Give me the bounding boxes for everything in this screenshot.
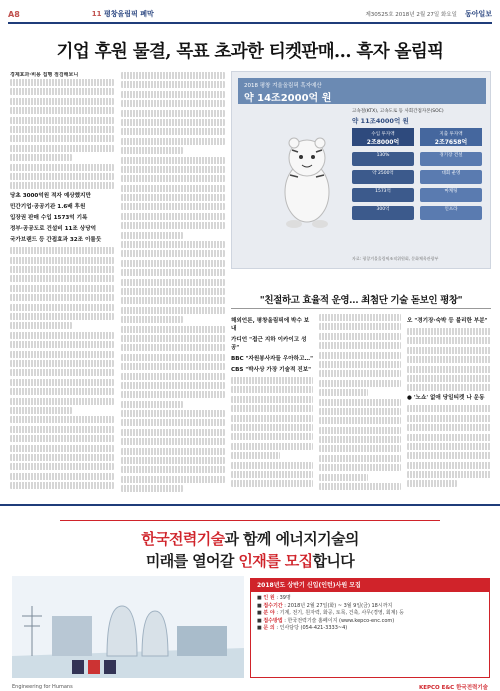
banner-line-1: 2018 평창 겨울올림픽 흑자예산 (244, 83, 322, 89)
income-pill-3: 1573억 (352, 188, 414, 202)
body-text-line (121, 485, 183, 492)
body-text-line (319, 483, 401, 490)
page-number: A8 (8, 9, 20, 19)
body-text-line (121, 307, 225, 314)
body-text-line (231, 480, 313, 487)
body-text-line (231, 415, 313, 422)
sub-article-subhead-1: 해외언론, 평창올림픽에 박수 보내 (231, 318, 310, 332)
detail-label: 접수방법 (263, 617, 283, 624)
body-text-line (10, 285, 114, 292)
body-text-line (319, 333, 401, 340)
body-text-line (121, 166, 225, 173)
page-header (8, 6, 492, 24)
body-text-line (121, 91, 225, 98)
body-text-line (407, 434, 491, 441)
soc-caption: 고속철(KTX), 고속도로 등 사회간접자본(SOC) (352, 109, 444, 114)
body-text-line (121, 194, 225, 201)
body-text-line (121, 419, 225, 426)
body-text-line (10, 473, 114, 480)
article-column-3 (231, 314, 313, 496)
ad-title-2-end: 합니다 (312, 552, 355, 570)
body-text-line (10, 369, 114, 376)
body-text-line (10, 416, 114, 423)
body-text-line (121, 354, 225, 361)
body-text-line (121, 457, 225, 464)
body-text-line (10, 407, 72, 414)
body-text-line (10, 126, 114, 133)
detail-label: 분 야 (263, 610, 275, 616)
detail-value: 39명 (279, 595, 291, 601)
body-text-line (10, 135, 114, 142)
detail-value: 2018년 2월 27일(화) ~ 3월 9일(금) 18시까지 (287, 602, 393, 609)
body-text-line (121, 448, 225, 455)
body-text-line (10, 454, 114, 461)
body-text-line (10, 322, 72, 329)
recruitment-details-box (250, 578, 490, 678)
body-text-line (121, 382, 225, 389)
body-text-line (10, 482, 114, 489)
soc-value: 약 11조4000억 원 (352, 117, 409, 125)
body-text-line (121, 241, 225, 248)
body-text-line (10, 107, 114, 114)
ad-company-logo: KEPCO E&C 한국전력기술 (418, 685, 488, 691)
body-text-line (231, 452, 280, 459)
article-column-4 (319, 314, 401, 496)
body-text-line (231, 386, 313, 393)
body-text-line (121, 119, 225, 126)
body-text-line (121, 222, 225, 229)
body-text-line (407, 375, 491, 382)
body-text-line (10, 294, 114, 301)
detail-value: 인사담당 (054-421-3333~4) (279, 625, 348, 631)
ad-slogan: Engineering for Humans (12, 684, 73, 690)
budget-infographic (231, 71, 491, 269)
detail-row: ■ 분 야 : 기계, 전기, 원자력, 화공, 토목, 건축, 사무(경영, 회계) 등 (257, 610, 404, 616)
power-plant-illustration (12, 576, 244, 678)
body-text-line (319, 455, 401, 462)
body-text-line (121, 213, 225, 220)
body-text-line (407, 347, 491, 354)
body-text-line (10, 145, 114, 152)
body-text-line (121, 476, 225, 483)
body-text-line (407, 356, 491, 363)
body-text-line (407, 424, 491, 431)
page-headline: 기업 후원 물결, 목표 초과한 티켓판매… 흑자 올림픽 (56, 42, 444, 62)
body-text-line (10, 88, 114, 95)
body-text-line (121, 288, 225, 295)
body-text-line (121, 81, 225, 88)
detail-label: 문 의 (263, 625, 275, 631)
body-text-line (121, 401, 183, 408)
body-text-line (10, 313, 114, 320)
article-subhead-4: 정부·공공도로 건설비 11조 상당억 (10, 226, 96, 233)
ad-title-2-start: 미래를 열어갈 (145, 552, 239, 570)
body-text-line (407, 328, 491, 335)
body-text-line (10, 173, 114, 180)
expense-value: 2조7658억 (434, 139, 468, 146)
infographic-breakdown (352, 108, 490, 268)
detail-row: ■ 문 의 : 인사담당 (054-421-3333~4) (257, 625, 348, 631)
body-text-line (10, 164, 114, 171)
body-text-line (10, 398, 114, 405)
body-text-line (10, 79, 114, 86)
body-text-line (121, 466, 225, 473)
expense-item-4: 인프라 (420, 206, 482, 220)
body-text-line (10, 266, 114, 273)
body-text-line (231, 433, 313, 440)
article-column-2 (121, 72, 225, 496)
body-text-line (319, 436, 401, 443)
body-text-line (10, 426, 114, 433)
detail-label: 접수기간 (263, 602, 283, 609)
detail-row: ■ 접수기간 : 2018년 2월 27일(화) ~ 3월 9일(금) 18시까지 (257, 602, 393, 609)
body-text-line (407, 384, 491, 391)
article-column-1 (10, 72, 114, 496)
sub-article-subhead-3: BBC "자원봉사자들 우아하고…" (231, 356, 313, 362)
sub-article-subhead-4: CBS "박사상 가장 기술적 진보" (231, 367, 312, 373)
issue-meta: 제30525호 2018년 2월 27일 화요일 (365, 12, 457, 18)
body-text-line (121, 138, 225, 145)
body-text-line (10, 275, 114, 282)
body-text-line (121, 250, 225, 257)
body-text-line (121, 110, 225, 117)
article-byline: 경제효과·비용 집행 점검해보니 (10, 72, 79, 78)
body-text-line (121, 363, 225, 370)
infographic-banner (238, 78, 486, 104)
body-text-line (10, 154, 72, 161)
income-pill-4: 300억 (352, 206, 414, 220)
side-subhead-2: ● '노쇼' 없애 당일티켓 나 운동 (407, 395, 485, 402)
body-text-line (319, 352, 401, 359)
body-text-line (10, 341, 114, 348)
body-text-line (407, 443, 491, 450)
paper-logo: 동아일보 (464, 10, 492, 18)
body-text-line (121, 147, 183, 154)
section-prefix: 11 (91, 10, 102, 18)
body-text-line (121, 316, 183, 323)
body-text-line (319, 342, 401, 349)
ad-title-line-2 (0, 550, 500, 571)
body-text-line (121, 279, 225, 286)
body-text-line (121, 373, 225, 380)
body-text-line (121, 185, 225, 192)
body-text-line (319, 314, 401, 321)
detail-value: 기계, 전기, 원자력, 화공, 토목, 건축, 사무(경영, 회계) 등 (279, 610, 404, 616)
body-text-line (10, 435, 114, 442)
body-text-line (121, 410, 225, 417)
section-title (92, 9, 154, 19)
body-text-line (121, 326, 225, 333)
body-text-line (231, 396, 313, 403)
body-text-line (121, 203, 225, 210)
expense-label: 지출 투자액 (439, 132, 463, 137)
body-text-line (407, 405, 491, 412)
body-text-line (319, 370, 401, 377)
ad-title-1-rest: 과 함께 에너지기술의 (224, 530, 359, 548)
body-text-line (10, 360, 114, 367)
body-text-line (319, 417, 401, 424)
sub-article-headline: "친절하고 효율적 운영… 최첨단 기술 돋보인 평창" (259, 295, 463, 306)
body-text-line (121, 344, 225, 351)
body-text-line (407, 337, 491, 344)
body-text-line (121, 260, 225, 267)
body-text-line (231, 462, 313, 469)
article-column-5 (407, 314, 491, 496)
ad-company-name: 한국전력기술 (141, 530, 225, 548)
sub-article-subhead-2: 가디언 "접근 지하 이카이고 성공" (231, 337, 307, 351)
body-text-line (121, 391, 225, 398)
body-text-line (319, 464, 401, 471)
body-text-line (121, 438, 225, 445)
body-text-line (10, 117, 114, 124)
body-text-line (10, 379, 114, 386)
side-subhead-1: 오 "경기장·숙박 등 불리한 부분" (407, 318, 488, 324)
body-text-line (231, 424, 313, 431)
income-pill-1: 130% (352, 152, 414, 166)
detail-row: ■ 접수방법 : 한국전력기술 홈페이지 (www.kepco-enc.com) (257, 617, 395, 624)
body-text-line (407, 415, 491, 422)
body-text-line (10, 304, 114, 311)
body-text-line (319, 408, 401, 415)
article-subhead-3: 입장권 판매 수입 1573억 기록 (10, 215, 88, 222)
body-text-line (319, 474, 368, 481)
body-text-line (407, 462, 491, 469)
expense-item-2: 대회 운영 (420, 170, 482, 184)
body-text-line (121, 232, 183, 239)
ad-divider (60, 520, 440, 521)
ad-title-line-1 (0, 528, 500, 549)
body-text-line (10, 332, 114, 339)
body-text-line (121, 72, 225, 79)
body-text-line (407, 452, 491, 459)
ad-footer (0, 682, 500, 691)
article-subhead-2: 민간기업·공공기관 1.6배 후원 (10, 204, 86, 211)
body-text-line (10, 98, 114, 105)
body-text-line (121, 429, 225, 436)
detail-value[interactable]: 한국전력기술 홈페이지 (www.kepco-enc.com) (287, 617, 395, 624)
body-text-line (231, 405, 313, 412)
body-text-line (121, 128, 225, 135)
body-text-line (10, 351, 114, 358)
body-text-line (10, 257, 114, 264)
income-label: 수입 투자액 (371, 132, 395, 137)
body-text-line (121, 175, 225, 182)
body-text-line (10, 388, 114, 395)
income-box (352, 128, 414, 146)
body-text-line (121, 335, 225, 342)
body-text-line (121, 269, 225, 276)
expense-item-3: 마케팅 (420, 188, 482, 202)
body-text-line (319, 427, 401, 434)
body-text-line (231, 471, 313, 478)
body-text-line (10, 182, 114, 189)
article-subhead-1: 당초 3000억원 적자 예상했지만 (10, 193, 91, 200)
expense-item-1: 경기장 건설 (420, 152, 482, 166)
income-value: 2조8000억 (366, 139, 400, 146)
expense-box (420, 128, 482, 146)
recruitment-ad (0, 504, 500, 691)
body-text-line (407, 480, 457, 487)
divider (231, 308, 491, 309)
body-text-line (319, 389, 368, 396)
banner-line-2: 약 14조2000억 원 (244, 93, 332, 104)
body-text-line (231, 377, 313, 384)
tiger-mascot-icon (272, 130, 342, 230)
body-text-line (10, 445, 114, 452)
body-text-line (10, 463, 114, 470)
body-text-line (121, 297, 225, 304)
income-pill-2: 약 2500억 (352, 170, 414, 184)
section-label: 평창올림픽 폐막 (103, 10, 154, 18)
body-text-line (121, 157, 225, 164)
body-text-line (319, 445, 401, 452)
body-text-line (407, 471, 491, 478)
infographic-source: 자료: 평창겨울올림픽조직위원회, 문화체육관광부 (352, 256, 439, 261)
detail-row: ■ 인 원 : 39명 (257, 595, 291, 601)
body-text-line (10, 247, 114, 254)
article-subhead-5: 국가브랜드 등 간접효과 32조 이를듯 (10, 237, 102, 244)
detail-label: 인 원 (263, 595, 275, 601)
ad-title-2-highlight: 인재를 모집 (238, 552, 313, 570)
body-text-line (319, 399, 401, 406)
body-text-line (231, 443, 313, 450)
recruitment-box-header: 2018년도 상반기 신입(인턴)사원 모집 (251, 579, 489, 592)
recruitment-details (257, 595, 485, 633)
body-text-line (407, 366, 491, 373)
body-text-line (121, 100, 225, 107)
body-text-line (319, 380, 401, 387)
body-text-line (319, 323, 401, 330)
body-text-line (319, 361, 401, 368)
